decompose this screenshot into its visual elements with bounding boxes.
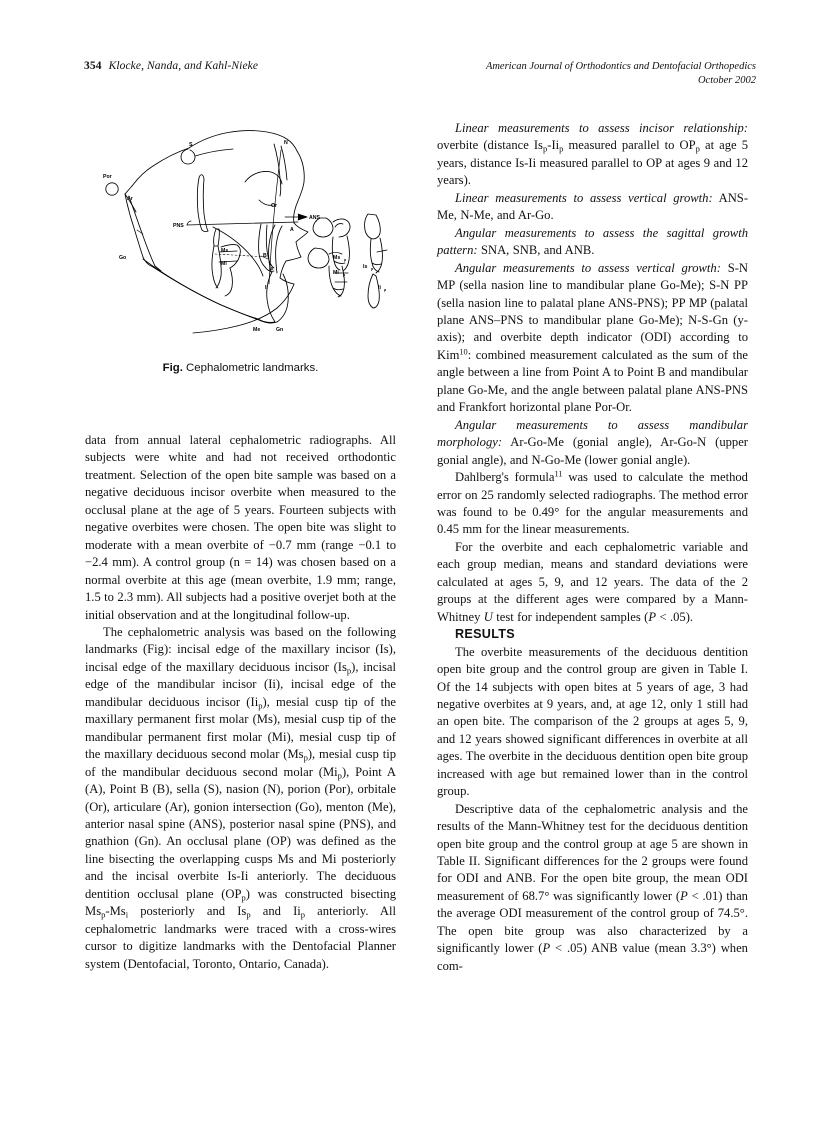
citation-ref-10: 10	[459, 347, 468, 357]
landmarks-part4: ), mesial cusp tip of the mandibular deciduous second molar (Mi	[85, 747, 396, 779]
label-go: Go	[119, 255, 127, 261]
paragraph-sagittal-growth-angular	[437, 225, 748, 260]
label-me: Me	[253, 327, 261, 333]
vertical-growth-angular-part2: : combined measurement calculated as the sum of the angle between a line from Point A to Point B and mandibular plane Go-Me, and the angle between palatal plane ANS-PNS and Frankfort horizontal plane Por-Or.	[437, 347, 748, 415]
label-ans: ANS	[309, 215, 320, 221]
incisor-relationship-heading: Linear measurements to assess incisor relationship:	[455, 121, 748, 135]
sagittal-growth-angular-heading: Angular measurements to assess the sagittal growth pattern:	[437, 225, 748, 258]
paragraph-mandibular-morphology	[437, 417, 748, 469]
paragraph-results-overbite	[437, 644, 748, 801]
tracing-labels	[103, 140, 387, 333]
results-descriptive-part3: < .05) ANB value (mean 3.3°) when com-	[437, 941, 748, 973]
journal-title: American Journal of Orthodontics and Dentofacial Orthopedics	[485, 61, 756, 72]
statistics-part3: < .05).	[656, 609, 694, 624]
paragraph-methods-sample	[85, 432, 396, 624]
incisor-relationship-part3: measured parallel to OP	[563, 138, 696, 153]
results-descriptive-part2: < .01) than the average ODI measurement of the control group of 74.5°. The open bite group was also characterized by a significantly lower (	[437, 888, 748, 956]
incisor-relationship-sub2: p	[559, 143, 564, 154]
landmarks-part7: -Ms	[105, 904, 126, 919]
label-is: Is	[269, 266, 274, 272]
vertical-growth-linear-text: ANS-Me, N-Me, and Ar-Go.	[437, 190, 749, 223]
landmarks-part3: ), mesial cusp tip of the maxillary permanent first molar (Ms), mesial cusp tip of the mandibular permanent first molar (Mi), mesial cusp tip of the maxillary deciduous second molar (Ms	[85, 694, 396, 762]
label-isp: Is	[363, 264, 368, 270]
landmarks-part10: anteriorly. All cephalometric landmarks were traced with a cross-wires cursor to digitize landmarks with the Dentofacial Planner system (Dentofacial, Toronto, Ontario, Canada).	[85, 904, 397, 971]
incisor-relationship-sub3: p	[695, 143, 700, 154]
running-head-right	[486, 60, 756, 88]
label-isp-sub: p	[371, 267, 374, 271]
landmarks-sub5: p	[241, 892, 246, 903]
paragraph-results-descriptive	[437, 801, 748, 976]
paragraph-cephalometric-landmarks	[85, 624, 396, 973]
landmarks-sub9: p	[300, 909, 306, 920]
figure-caption-text: Cephalometric landmarks.	[186, 362, 319, 374]
results-p-symbol-1: P	[680, 888, 688, 903]
paragraph-vertical-growth-angular	[437, 260, 748, 417]
citation-ref-11: 11	[554, 469, 563, 479]
label-ms: Ms	[221, 248, 229, 254]
label-ii: Ii	[265, 285, 268, 291]
landmarks-sub2: p	[258, 700, 263, 711]
label-s: S	[189, 142, 193, 148]
vertical-growth-angular-heading: Angular measurements to assess vertical growth:	[455, 260, 721, 275]
results-p-symbol-2: P	[542, 941, 551, 956]
paragraph-statistics	[437, 539, 748, 626]
statistics-p-symbol: P	[648, 609, 657, 624]
landmarks-part6: ) was constructed bisecting Ms	[85, 886, 396, 919]
mandibular-morphology-heading: Angular measurements to assess mandibular morphology:	[437, 417, 748, 450]
landmarks-part1: The cephalometric analysis was based on the following landmarks (Fig): incisal edge of the maxillary incisor (Is), incisal edge of the maxillary deciduous incisor (Is	[85, 624, 396, 674]
landmarks-part8: posteriorly and Is	[128, 904, 247, 919]
landmarks-sub1: p	[346, 665, 352, 676]
label-mi: Mi	[221, 261, 227, 267]
label-pns: PNS	[173, 223, 184, 229]
label-por: Por	[103, 174, 112, 180]
paragraph-vertical-growth-linear	[437, 190, 748, 225]
label-iip: Ii	[378, 285, 381, 291]
label-or: Or	[271, 203, 278, 209]
label-iip-sub: p	[384, 288, 387, 292]
landmarks-sub3: p	[303, 752, 308, 763]
figure-label: Fig.	[162, 362, 183, 374]
running-head	[84, 60, 756, 100]
sagittal-growth-angular-text: SNA, SNB, and ANB.	[477, 243, 595, 258]
issue-date: October 2002	[697, 75, 756, 86]
statistics-u-symbol: U	[483, 609, 493, 624]
label-gn: Gn	[276, 327, 284, 333]
method-error-part1: Dahlberg's formula	[455, 470, 555, 485]
landmarks-part9: and Ii	[250, 904, 301, 919]
vertical-growth-angular-part1: S-N MP (sella nasion line to mandibular plane Go-Me); S-N PP (sella nasion line to palatal plane ANS-PNS); PP MP (palatal plane ANS–PNS to mandibular plane Go-Me); N-S-Gn (y-axis); and overbite depth indicator (ODI) according to Kim	[437, 260, 748, 362]
label-mip-sub: p	[343, 273, 346, 277]
figure-block	[85, 126, 396, 374]
methods-sample-text: data from annual lateral cephalometric radiographs. All subjects were white and had not received orthodontic treatment. Selection of the open bite sample was based on a negative deciduous incisor overbite when measured to the occlusal plane at the age of 5 years. Fourteen subjects with negative overbites were chosen. The open bite was slight to moderate with a mean overbite of −0.7 mm (range −0.1 to −2.4 mm). A control group (n = 14) was chosen based on a normal overbite at this age (mean overbite, 1.9 mm; range, 1.5 to 2.3 mm). All subjects had a positive overjet both at the initial observation and at the longitudinal follow-up.	[85, 433, 396, 622]
landmarks-sub6: p	[101, 909, 106, 920]
cephalometric-tracing	[85, 126, 396, 354]
incisor-relationship-part1: overbite (distance Is	[437, 138, 543, 153]
incisor-relationship-part4: at age 5 years, distance Is-Ii measured parallel to OP at ages 9 and 12 years).	[437, 138, 748, 188]
left-column	[85, 432, 396, 973]
right-column	[437, 120, 748, 975]
statistics-part2: test for independent samples (	[492, 609, 649, 624]
vertical-growth-linear-heading: Linear measurements to assess vertical growth:	[455, 190, 713, 205]
landmarks-sub8: p	[246, 909, 251, 920]
running-head-left	[84, 60, 258, 72]
paragraph-incisor-relationship	[437, 120, 748, 190]
method-error-part2: was used to calculate the method error on 25 randomly selected radiographs. The method error was found to be 0.49° for the angular measurements and 0.45 mm for the linear measurements.	[437, 470, 748, 537]
page-folio: 354	[84, 60, 102, 72]
mandibular-morphology-text: Ar-Go-Me (gonial angle), Ar-Go-N (upper gonial angle), and N-Go-Me (lower gonial angle).	[437, 435, 748, 467]
label-msp-sub: p	[344, 258, 347, 262]
paragraph-method-error	[437, 469, 748, 539]
statistics-part1: For the overbite and each cephalometric variable and each group median, means and standard deviations were calculated at ages 5, 9, and 12 years. The data of the 2 groups at the different ages were compared by a Mann-Whitney	[437, 539, 748, 624]
running-head-authors: Klocke, Nanda, and Kahl-Nieke	[108, 60, 259, 72]
results-overbite-text: The overbite measurements of the deciduous dentition open bite group and the control group are given in Table I. Of the 14 subjects with open bites at 5 years of age, 3 had negative overbites at 9 years, and, at age 12, only 1 still had an open bite. The comparison of the 2 groups at ages 5, 9, and 12 years showed significant differences in overbite at all ages. The overbite in the deciduous dentition open bite group increased with age but remained lower than in the control group.	[437, 644, 748, 799]
figure-caption	[85, 362, 396, 374]
label-mip: Mi	[333, 270, 339, 276]
incisor-relationship-sub1: p	[542, 143, 548, 154]
landmarks-sub4: p	[337, 770, 342, 780]
section-heading-results: RESULTS	[455, 627, 515, 642]
landmarks-part2: ), incisal edge of the mandibular incisor (Ii), incisal edge of the mandibular deciduous incisor (Ii	[85, 659, 396, 709]
landmarks-sub7: i	[125, 909, 129, 920]
label-n: N	[284, 140, 288, 146]
label-a: A	[290, 227, 294, 233]
results-descriptive-part1: Descriptive data of the cephalometric analysis and the results of the Mann-Whitney test for the deciduous dentition open bite group and the control group at age 5 are shown in Table II. Significant differences for the 2 groups were found for ODI and ANB. For the open bite group, the mean ODI measurement of 68.7° was significantly lower (	[437, 801, 748, 903]
label-b: B	[263, 253, 267, 259]
label-ar: Ar	[127, 196, 133, 202]
label-msp: Ms	[333, 255, 341, 261]
landmarks-part5: ), Point A (A), Point B (B), sella (S), nasion (N), porion (Por), orbitale (Or), articulare (Ar), gonion intersection (Go), menton (Me), anterior nasal spine (ANS), posterior nasal spine (PNS), and gnathion (Gn). An occlusal plane (OP) was defined as the line bisecting the overlapping cusps Ms and Mi posteriorly and the incisal overbite Is-Ii anteriorly. The deciduous dentition occlusal plane (OP	[85, 764, 397, 901]
incisor-relationship-part2: -Ii	[547, 138, 560, 153]
